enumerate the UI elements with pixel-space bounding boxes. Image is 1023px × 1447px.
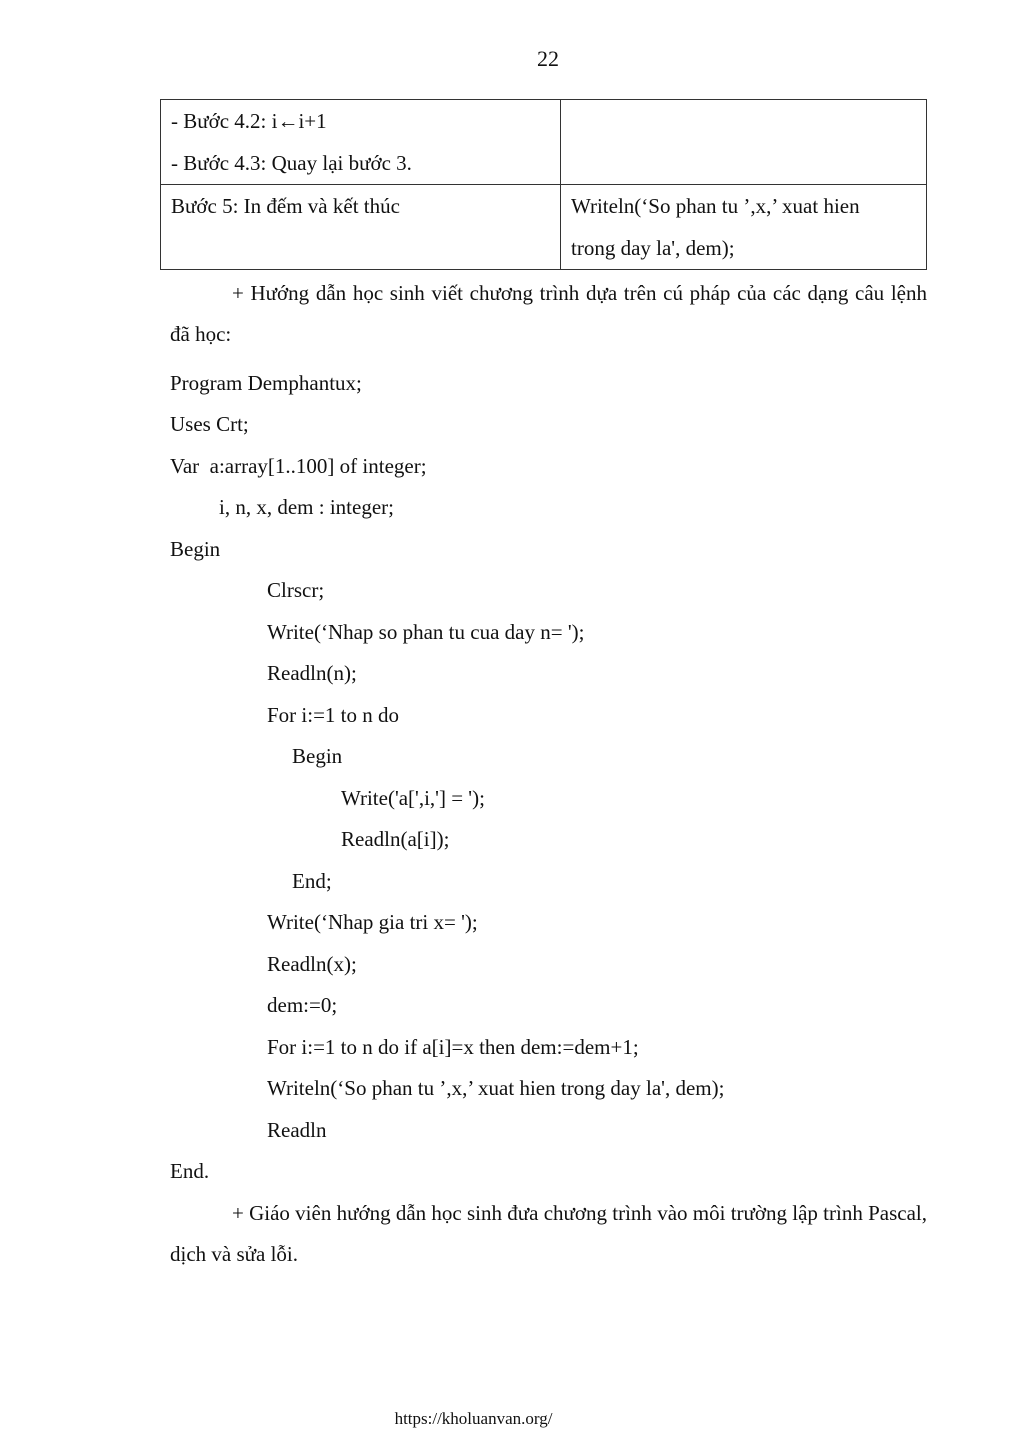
code-line: Write('a[',i,'] = '); bbox=[341, 786, 485, 810]
code-line: Write(‘Nhap so phan tu cua day n= '); bbox=[267, 620, 585, 644]
code-line: Readln(a[i]); bbox=[341, 827, 450, 851]
step-line: Bước 5: In đếm và kết thúc bbox=[171, 194, 400, 218]
code-line: i, n, x, dem : integer; bbox=[219, 495, 394, 519]
step-line: - Bước 4.3: Quay lại bước 3. bbox=[171, 151, 412, 175]
code-line: Readln(n); bbox=[267, 661, 357, 685]
table-cell-steps bbox=[161, 100, 561, 185]
code-line: For i:=1 to n do if a[i]=x then dem:=dem+1; bbox=[267, 1035, 639, 1059]
code-line: For i:=1 to n do bbox=[267, 703, 400, 727]
code-line: Readln bbox=[267, 1118, 327, 1142]
table-cell-steps bbox=[161, 185, 561, 270]
table-row bbox=[161, 100, 927, 185]
code-line: Write(‘Nhap gia tri x= '); bbox=[267, 910, 478, 934]
intro-paragraph: + Hướng dẫn học sinh viết chương trình dựa trên cú pháp của các dạng câu lệnh đã học: bbox=[170, 281, 927, 346]
code-line: Readln(x); bbox=[267, 952, 357, 976]
code-line: Var a:array[1..100] of integer; bbox=[170, 454, 427, 478]
code-line: End. bbox=[170, 1159, 210, 1183]
footer-url: https://kholuanvan.org/ bbox=[394, 1409, 553, 1428]
code-line: Uses Crt; bbox=[170, 412, 249, 436]
page-number: 22 bbox=[537, 46, 559, 71]
table-cell-code bbox=[561, 185, 927, 270]
code-line: Begin bbox=[170, 537, 221, 561]
code-line: Writeln(‘So phan tu ’,x,’ xuat hien trong day la', dem); bbox=[267, 1076, 725, 1100]
algorithm-table bbox=[160, 99, 927, 270]
code-line: Begin bbox=[292, 744, 343, 768]
code-fragment: trong day la', dem); bbox=[571, 236, 735, 260]
code-line: Clrscr; bbox=[267, 578, 325, 602]
table-row bbox=[161, 185, 927, 270]
code-line: End; bbox=[292, 869, 332, 893]
code-line: dem:=0; bbox=[267, 993, 338, 1017]
code-line: Program Demphantux; bbox=[170, 371, 362, 395]
closing-paragraph: + Giáo viên hướng dẫn học sinh đưa chương trình vào môi trường lập trình Pascal, dịch và sửa lỗi. bbox=[170, 1201, 927, 1266]
step-line: - Bước 4.2: i←i+1 bbox=[171, 109, 327, 133]
table-cell-code bbox=[561, 100, 927, 185]
code-fragment: Writeln(‘So phan tu ’,x,’ xuat hien bbox=[571, 194, 860, 218]
